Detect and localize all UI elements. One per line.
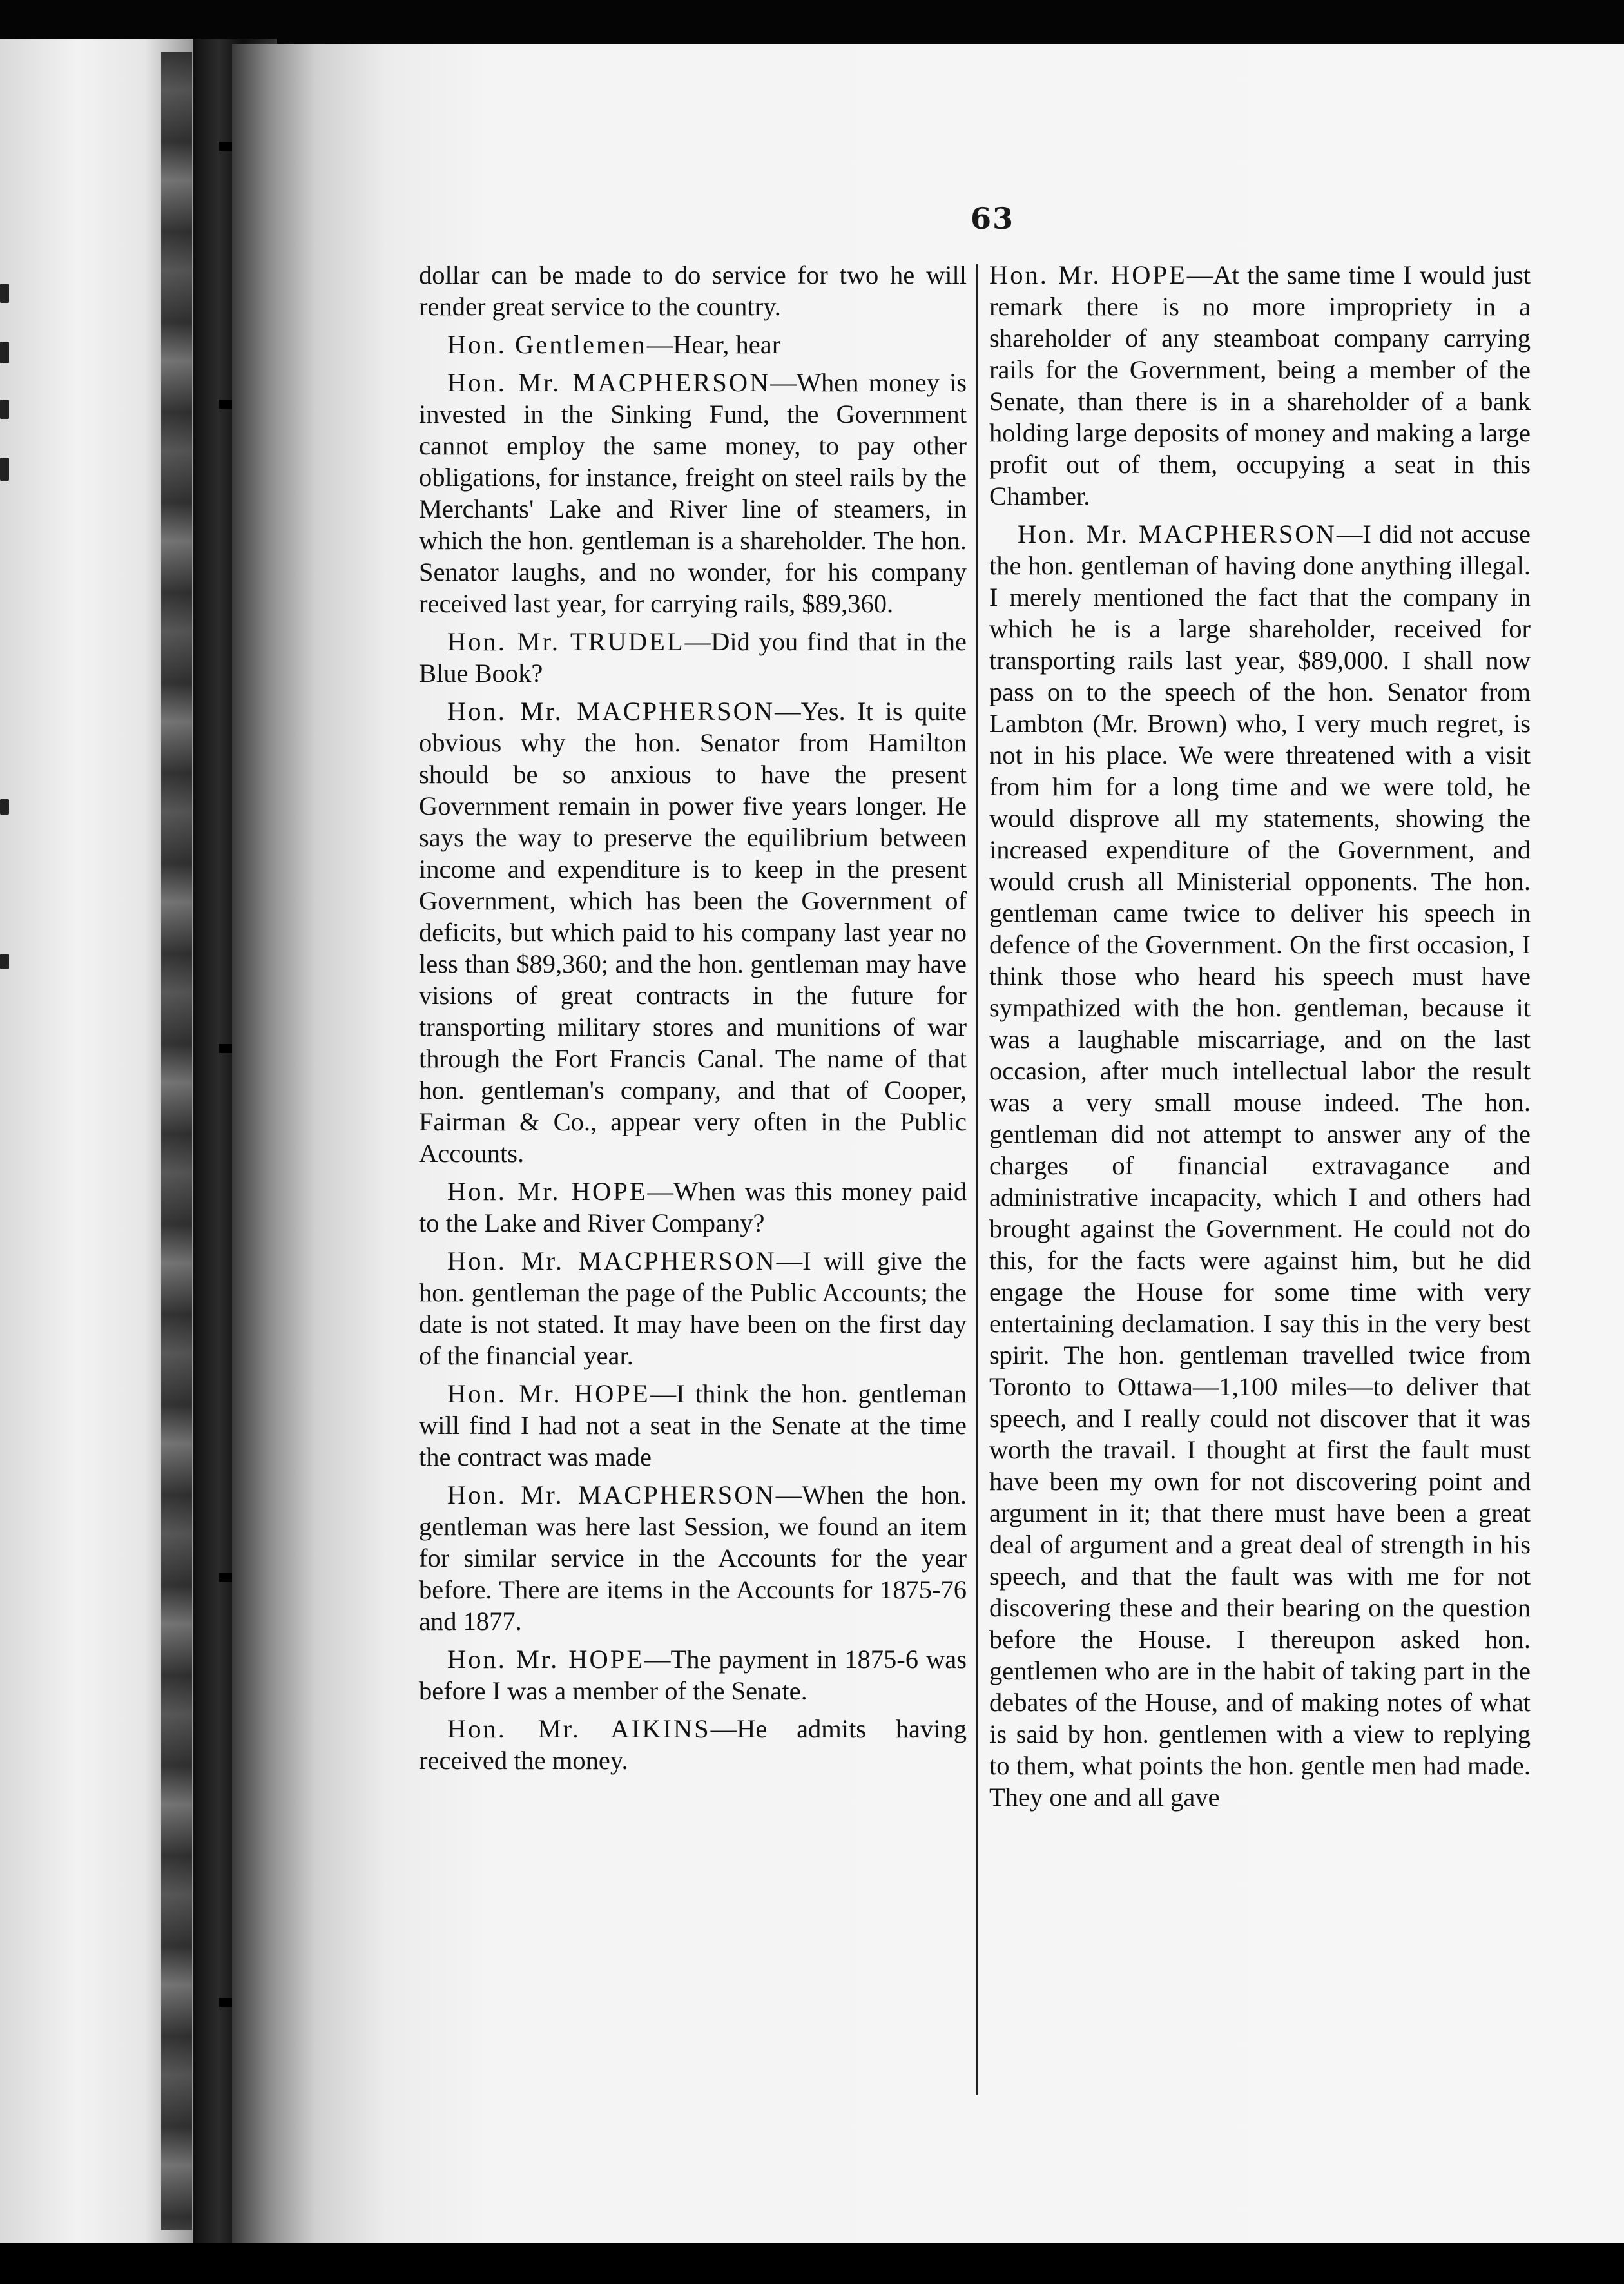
speaker-name: Hon. Mr. MACPHERSON: [447, 368, 771, 397]
speech-paragraph: [989, 518, 1531, 1813]
speaker-name: Hon. Mr. TRUDEL: [447, 627, 685, 656]
speech-text: dollar can be made to do service for two he will render great service to the country.: [419, 260, 967, 321]
edge-mark: [0, 458, 9, 481]
speech-text: —I did not accuse the hon. gentleman of having done anything illegal. I merely mentioned the fact that the company in which he is a large shareholder, received for transporting rails last year, $89,000. I shall now pass on to the speech of the hon. Senator from Lambton (Mr. Brown) who, I very much regret, is not in his place. We were threatened with a visit from him for a long time and we were told, he would disprove all my statements, showing the increased expenditure of the Government, and would crush all Ministerial opponents. The hon. gentleman came twice to deliver his speech in defence of the Government. On the first occasion, I think those who heard his speech must have sympathized with the hon. gentleman, because it was a laughable miscarriage, and on the last occasion, after much intellectual labor the result was a very small mouse indeed. The hon. gentleman did not attempt to answer any of the charges of financial extravagance and administrative incapacity, which I and others had brought against the Government. He could not do this, for the facts were against him, but he did engage the House for some time with very entertaining declamation. I say this in the very best spirit. The hon. gentleman travelled twice from Toronto to Ottawa—1,100 miles—to deliver that speech, and I really could not discover that it was worth the travail. I thought at first the fault must have been my own for not discovering point and argument in it; that there must have been a great deal of argument and a great deal of strength in his speech, and that the fault was with me for not discovering these and their bearing on the question before the House. I thereupon asked hon. gentlemen who are in the habit of taking part in the debates of the House, and of making notes of what is said by hon. gentlemen with a view to replying to them, what points the hon. gentle men had made. They one and all gave: [989, 519, 1531, 1812]
speech-paragraph: [419, 626, 967, 689]
speech-paragraph: [419, 259, 967, 322]
speech-paragraph: [419, 1176, 967, 1239]
edge-mark: [0, 400, 9, 419]
speaker-name: Hon. Mr. HOPE: [447, 1645, 644, 1674]
speaker-name: Hon. Mr. MACPHERSON: [447, 1246, 777, 1275]
speech-text: —I think the hon. gentleman will find I had not a seat in the Senate at the time the contract was made: [419, 1379, 967, 1471]
speaker-name: Hon. Mr. HOPE: [447, 1379, 650, 1408]
edge-mark: [0, 799, 9, 815]
speaker-name: Hon. Mr. MACPHERSON: [447, 697, 775, 726]
speech-text: —The payment in 1875-6 was before I was a member of the Senate.: [419, 1645, 967, 1705]
speech-paragraph: [419, 1245, 967, 1371]
speech-paragraph: [989, 259, 1531, 512]
page-number: 63: [970, 201, 1014, 236]
left-text-column: [419, 259, 967, 1783]
facing-page-edge: [0, 39, 193, 2243]
speech-paragraph: [419, 1643, 967, 1707]
speech-text: —Hear, hear: [646, 330, 781, 359]
speech-text: —When the hon. gentleman was here last Session, we found an item for similar service in the Accounts for the year before. There are items in the Accounts for 1875-76 and 1877.: [419, 1480, 967, 1636]
speaker-name: Hon. Mr. HOPE: [447, 1177, 648, 1206]
speech-text: —At the same time I would just remark there is no more impropriety in a shareholder of any steamboat company carrying rails for the Government, being a member of the Senate, than there is in a shareholder of a bank holding large deposits of money and making a large profit out of them, occupying a seat in this Chamber.: [989, 260, 1531, 510]
edge-mark: [0, 342, 9, 363]
speech-paragraph: [419, 329, 967, 360]
speech-text: —When was this money paid to the Lake and River Company?: [419, 1177, 967, 1237]
right-text-column: [989, 259, 1531, 1819]
speech-text: —When money is invested in the Sinking Fund, the Government cannot employ the same money, to pay other obligations, for instance, freight on steel rails by the Merchants' Lake and River line of steamers, in which the hon. gentleman is a shareholder. The hon. Senator laughs, and no wonder, for his company received last year, for carrying rails, $89,360.: [419, 368, 967, 618]
speaker-name: Hon. Mr. MACPHERSON: [1018, 519, 1337, 548]
speech-paragraph: [419, 1713, 967, 1776]
speech-paragraph: [419, 367, 967, 619]
speaker-name: Hon. Mr. AIKINS: [447, 1714, 711, 1743]
edge-mark: [0, 954, 9, 969]
edge-mark: [0, 284, 9, 303]
speaker-name: Hon. Mr. MACPHERSON: [447, 1480, 776, 1509]
torn-binding-edge: [161, 52, 192, 2230]
speech-paragraph: [419, 1479, 967, 1637]
scan-border: [0, 2243, 1624, 2284]
speaker-name: Hon. Mr. HOPE: [989, 260, 1187, 289]
speech-paragraph: [419, 695, 967, 1169]
speaker-name: Hon. Gentlemen: [447, 330, 647, 359]
speech-text: —I will give the hon. gentleman the page of the Public Accounts; the date is not stated. It may have been on the first day of the financial year.: [419, 1246, 967, 1370]
column-divider: [976, 264, 978, 2095]
speech-text: —Did you find that in the Blue Book?: [419, 627, 967, 688]
speech-text: —He admits having received the money.: [419, 1714, 967, 1775]
speech-text: —Yes. It is quite obvious why the hon. Senator from Hamilton should be so anxious to have the present Government remain in power five years longer. He says the way to preserve the equilibrium between income and expenditure is to keep in the present Government, which has been the Government of deficits, but which paid to his company last year no less than $89,360; and the hon. gentleman may have visions of great contracts in the future for transporting military stores and munitions of war through the Fort Francis Canal. The name of that hon. gentleman's company, and that of Cooper, Fairman & Co., appear very often in the Public Accounts.: [419, 697, 967, 1168]
speech-paragraph: [419, 1378, 967, 1473]
